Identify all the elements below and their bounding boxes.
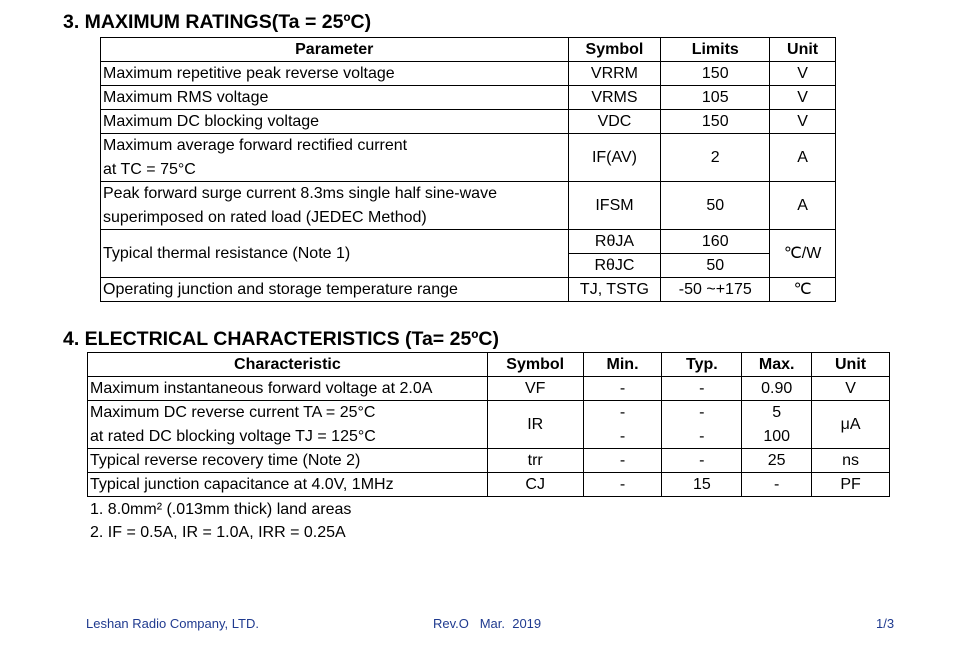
maximum-ratings-table — [100, 37, 836, 302]
unit-cell: V — [770, 86, 836, 110]
max-cell: 0.90 — [742, 377, 812, 401]
typ-cell: - — [662, 425, 742, 449]
symbol-cell: IFSM — [568, 182, 661, 230]
table-row — [101, 62, 836, 86]
note-2: 2. IF = 0.5A, IR = 1.0A, IRR = 0.25A — [90, 524, 346, 541]
max-cell: 100 — [742, 425, 812, 449]
characteristic-line-1: Maximum DC reverse current TA = 25°C — [90, 404, 376, 421]
section-4-title: 4. ELECTRICAL CHARACTERISTICS (Ta= 25ºC) — [63, 328, 499, 350]
typ-cell: - — [662, 449, 742, 473]
header-parameter: Parameter — [101, 38, 569, 62]
table-row — [101, 230, 836, 254]
limits-cell: 150 — [661, 62, 770, 86]
parameter-line-1: Maximum average forward rectified current — [103, 137, 408, 154]
limits-cell: 50 — [661, 182, 770, 230]
footer-revision: Rev.O Mar. 2019 — [433, 616, 542, 631]
parameter-cell: Maximum repetitive peak reverse voltage — [101, 62, 569, 86]
typ-cell: - — [662, 401, 742, 425]
parameter-cell — [101, 134, 569, 182]
header-characteristic: Characteristic — [88, 353, 488, 377]
table-header-row — [101, 38, 836, 62]
note-1: 1. 8.0mm² (.013mm thick) land areas — [90, 501, 352, 518]
table-row — [101, 110, 836, 134]
unit-cell: PF — [812, 473, 890, 497]
table-row — [88, 449, 890, 473]
header-unit: Unit — [812, 353, 890, 377]
table-row — [88, 401, 890, 425]
max-cell: 25 — [742, 449, 812, 473]
parameter-cell: Maximum DC blocking voltage — [101, 110, 569, 134]
table-row — [101, 182, 836, 230]
table-row — [101, 278, 836, 302]
parameter-cell — [101, 182, 569, 230]
table-header-row — [88, 353, 890, 377]
characteristic-cell — [88, 401, 488, 449]
unit-cell: μA — [812, 401, 890, 449]
header-symbol: Symbol — [568, 38, 661, 62]
characteristic-cell: Maximum instantaneous forward voltage at 2.0A — [88, 377, 488, 401]
header-limits: Limits — [661, 38, 770, 62]
typ-cell: - — [662, 377, 742, 401]
symbol-cell: VDC — [568, 110, 661, 134]
typ-cell: 15 — [662, 473, 742, 497]
symbol-cell: VF — [487, 377, 583, 401]
symbol-cell: IF(AV) — [568, 134, 661, 182]
table-row — [101, 134, 836, 182]
parameter-cell: Maximum RMS voltage — [101, 86, 569, 110]
unit-cell: V — [770, 62, 836, 86]
header-unit: Unit — [770, 38, 836, 62]
characteristic-cell: Typical junction capacitance at 4.0V, 1MHz — [88, 473, 488, 497]
unit-cell: V — [812, 377, 890, 401]
symbol-cell: RθJA — [568, 230, 661, 254]
electrical-characteristics-table — [87, 352, 890, 497]
symbol-cell: RθJC — [568, 254, 661, 278]
symbol-cell: VRRM — [568, 62, 661, 86]
characteristic-cell: Typical reverse recovery time (Note 2) — [88, 449, 488, 473]
parameter-cell: Typical thermal resistance (Note 1) — [101, 230, 569, 278]
section-3-title: 3. MAXIMUM RATINGS(Ta = 25ºC) — [63, 11, 372, 33]
symbol-cell: IR — [487, 401, 583, 449]
symbol-cell: trr — [487, 449, 583, 473]
table-row — [88, 377, 890, 401]
table-row — [88, 473, 890, 497]
max-cell: 5 — [742, 401, 812, 425]
header-typ: Typ. — [662, 353, 742, 377]
footer-page-number: 1/3 — [876, 616, 895, 631]
symbol-cell: CJ — [487, 473, 583, 497]
header-symbol: Symbol — [487, 353, 583, 377]
footer-company: Leshan Radio Company, LTD. — [86, 616, 259, 631]
min-cell: - — [583, 377, 662, 401]
limits-cell: 50 — [661, 254, 770, 278]
symbol-cell: TJ, TSTG — [568, 278, 661, 302]
limits-cell: 2 — [661, 134, 770, 182]
header-min: Min. — [583, 353, 662, 377]
min-cell: - — [583, 449, 662, 473]
parameter-line-1: Peak forward surge current 8.3ms single half sine-wave — [103, 185, 497, 202]
unit-cell: ℃/W — [770, 230, 836, 278]
max-cell: - — [742, 473, 812, 497]
unit-cell: A — [770, 134, 836, 182]
symbol-cell: VRMS — [568, 86, 661, 110]
header-max: Max. — [742, 353, 812, 377]
min-cell: - — [583, 401, 662, 425]
unit-cell: ns — [812, 449, 890, 473]
min-cell: - — [583, 425, 662, 449]
parameter-line-2: superimposed on rated load (JEDEC Method) — [103, 209, 427, 226]
limits-cell: 150 — [661, 110, 770, 134]
parameter-line-2: at TC = 75°C — [103, 161, 196, 178]
unit-cell: V — [770, 110, 836, 134]
limits-cell: 105 — [661, 86, 770, 110]
unit-cell: A — [770, 182, 836, 230]
limits-cell: 160 — [661, 230, 770, 254]
min-cell: - — [583, 473, 662, 497]
unit-cell: ℃ — [770, 278, 836, 302]
characteristic-line-2: at rated DC blocking voltage TJ = 125°C — [90, 428, 376, 445]
table-row — [101, 86, 836, 110]
limits-cell: -50 ~+175 — [661, 278, 770, 302]
parameter-cell: Operating junction and storage temperature range — [101, 278, 569, 302]
